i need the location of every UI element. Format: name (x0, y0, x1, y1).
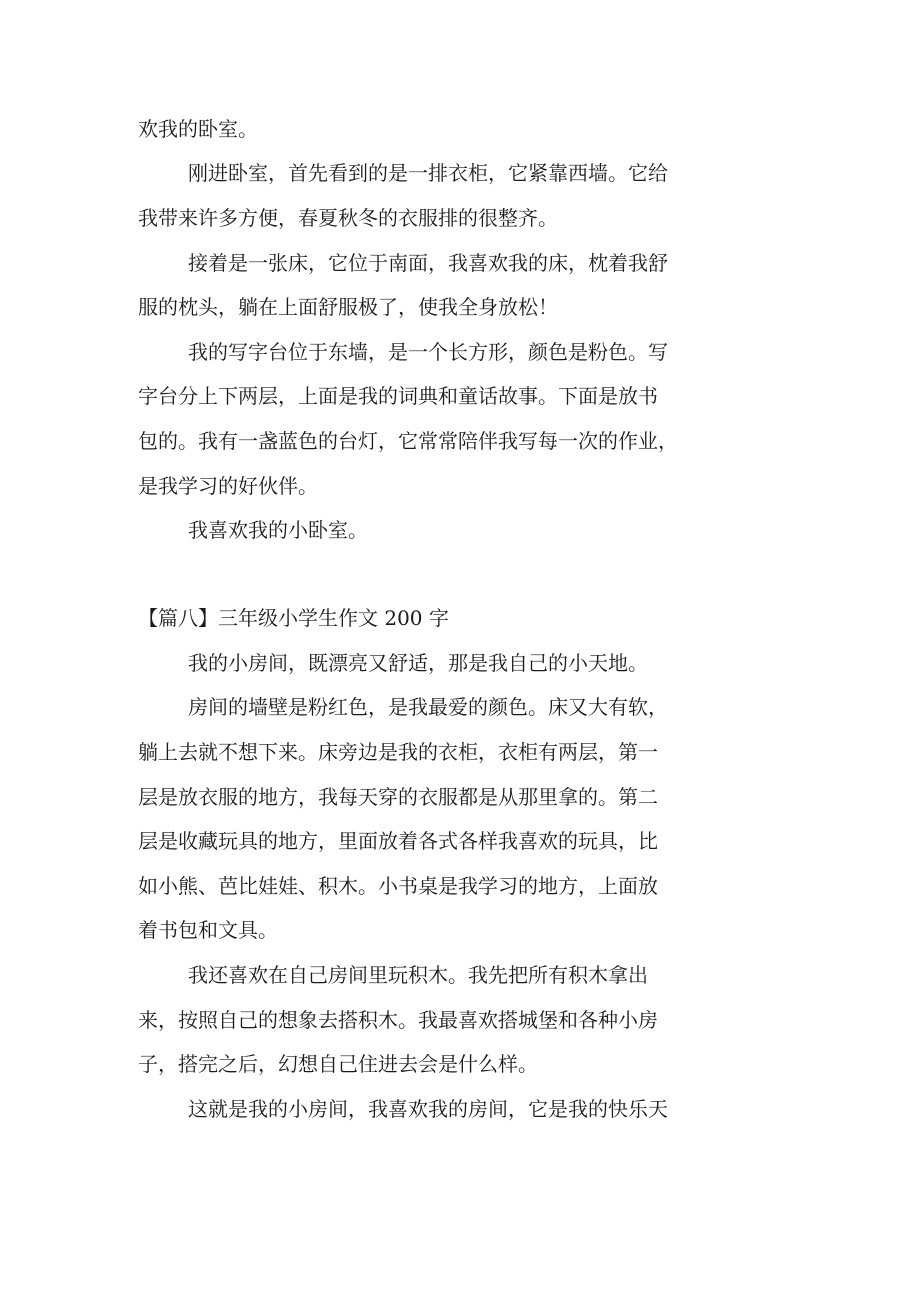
paragraph-start: 接着是一张床，它位于南面，我喜欢我的床，枕着我舒 (188, 251, 668, 275)
text-line: 来，按照自己的想象去搭积木。我最喜欢搭城堡和各种小房 (138, 1008, 658, 1032)
paragraph-start: 这就是我的小房间，我喜欢我的房间，它是我的快乐天 (188, 1097, 668, 1121)
text-line: 如小熊、芭比娃娃、积木。小书桌是我学习的地方，上面放 (138, 874, 658, 898)
text-line: 子，搭完之后，幻想自己住进去会是什么样。 (138, 1052, 538, 1076)
text-line: 是我学习的好伙伴。 (138, 474, 318, 498)
text-line: 层是收藏玩具的地方，里面放着各式各样我喜欢的玩具，比 (138, 829, 658, 853)
text-line: 欢我的卧室。 (138, 117, 258, 141)
text-line: 我带来许多方便，春夏秋冬的衣服排的很整齐。 (138, 206, 558, 230)
text-line: 着书包和文具。 (138, 918, 278, 942)
paragraph-start: 我还喜欢在自己房间里玩积木。我先把所有积木拿出 (188, 963, 648, 987)
section-heading: 【篇八】三年级小学生作文 200 字 (138, 606, 449, 630)
paragraph-start: 我的小房间，既漂亮又舒适，那是我自己的小天地。 (188, 651, 648, 675)
text-line: 包的。我有一盏蓝色的台灯，它常常陪伴我写每一次的作业， (138, 429, 678, 453)
paragraph-start: 我喜欢我的小卧室。 (188, 518, 368, 542)
paragraph-start: 刚进卧室，首先看到的是一排衣柜，它紧靠西墙。它给 (188, 161, 668, 185)
text-line: 字台分上下两层，上面是我的词典和童话故事。下面是放书 (138, 384, 658, 408)
paragraph-start: 房间的墙壁是粉红色，是我最爱的颜色。床又大有软， (188, 695, 668, 719)
text-line: 躺上去就不想下来。床旁边是我的衣柜，衣柜有两层，第一 (138, 740, 658, 764)
paragraph-start: 我的写字台位于东墙，是一个长方形，颜色是粉色。写 (188, 340, 668, 364)
text-line: 服的枕头，躺在上面舒服极了，使我全身放松！ (138, 295, 558, 319)
text-line: 层是放衣服的地方，我每天穿的衣服都是从那里拿的。第二 (138, 785, 658, 809)
